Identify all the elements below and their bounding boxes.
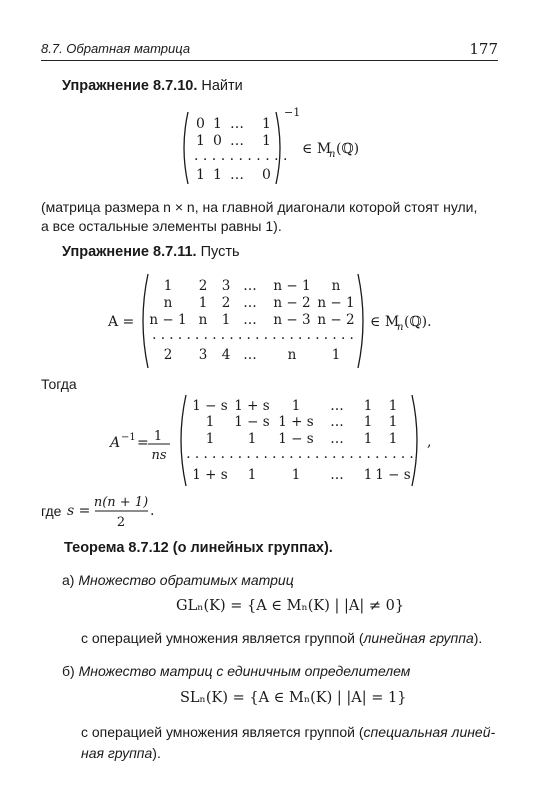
m2-r2-c1: n [163, 295, 173, 311]
inv-r2-c6: 1 [388, 414, 398, 430]
theorem-after-b-line2 [81, 745, 161, 761]
s-eq: s = [67, 503, 91, 519]
s-definition [67, 495, 154, 530]
inv-r4-c6: 1 − s [375, 467, 411, 483]
m1-dots-row: . . . . . . . . . . . [194, 148, 288, 164]
inv-r1-c1: 1 − s [192, 398, 228, 414]
m2-r4-c3: 4 [221, 347, 231, 363]
m2-r1-c4: … [243, 278, 257, 294]
inv-lhs-exponent: −1 [121, 432, 136, 443]
inv-r3-c4: … [330, 431, 344, 447]
inv-r4-c3: 1 [291, 467, 301, 483]
inv-r1-c3: 1 [291, 398, 301, 414]
inv-r2-c4: … [330, 414, 344, 430]
m2-r1-c5: n − 1 [273, 278, 311, 294]
m2-r1-c3: 3 [221, 278, 231, 294]
after-a-2: линейная группа [363, 630, 474, 646]
formula-sl: SLₙ(K) = {A ∈ Mₙ(K) | |A| = 1} [180, 690, 407, 706]
exercise-10-desc-line1: (матрица размера n × n, на главной диагонали которой стоят нули, [41, 199, 478, 215]
m1-r1-c1: 0 [196, 116, 205, 132]
after-b-1: с операцией умножения является группой ( [81, 724, 364, 740]
formula-gl: GLₙ(K) = {A ∈ Mₙ(K) | |A| ≠ 0} [176, 598, 405, 614]
m2-r1-c2: 2 [198, 278, 208, 294]
running-title: 8.7. Обратная матрица [41, 41, 191, 56]
m2-membership: ∈ M [370, 314, 400, 330]
inv-r1-c2: 1 + s [234, 398, 270, 414]
right-paren [412, 395, 417, 486]
m2-r3-c3: 1 [221, 312, 231, 328]
m2-r2-c3: 2 [221, 295, 231, 311]
left-paren [143, 274, 148, 368]
right-paren [358, 274, 363, 368]
inv-r2-c3: 1 + s [278, 414, 314, 430]
m1-r3-c2: 1 [213, 167, 222, 183]
theorem-item-a [62, 572, 294, 588]
exercise-10-lead: Найти [201, 78, 243, 94]
matrix-ones-minus-identity [184, 106, 359, 184]
inv-dots-row: . . . . . . . . . . . . . . . . . . . . . . . . . . . [186, 446, 414, 462]
m1-subscript: n [329, 149, 336, 160]
s-num: n(n + 1) [93, 495, 149, 510]
after-b-3: ная группа [81, 745, 153, 761]
theorem-title: Теорема 8.7.12 (о линейных группах). [64, 540, 333, 556]
m1-exponent: −1 [284, 106, 301, 119]
s-den: 2 [116, 515, 126, 530]
m1-r2-c2: 0 [213, 133, 222, 149]
m2-field: (ℚ). [404, 314, 432, 330]
m2-r2-c2: 1 [198, 295, 208, 311]
m2-r3-c2: n [198, 312, 208, 328]
m2-subscript: n [397, 322, 404, 333]
inv-r1-c6: 1 [388, 398, 398, 414]
inv-r4-c2: 1 [247, 467, 257, 483]
m1-r1-c3: … [230, 116, 244, 132]
m2-r2-c6: n − 1 [317, 295, 355, 311]
item-b-marker: б) [62, 663, 75, 679]
inv-r2-c1: 1 [205, 414, 215, 430]
inv-r3-c6: 1 [388, 431, 398, 447]
theorem-after-b-line1 [81, 724, 495, 740]
inv-frac-num: 1 [153, 429, 163, 444]
inv-r1-c5: 1 [363, 398, 373, 414]
item-a-marker: а) [62, 572, 75, 588]
theorem-after-a [81, 630, 482, 646]
m2-r3-c5: n − 3 [273, 312, 311, 328]
inv-comma: , [427, 434, 432, 450]
m2-r2-c5: n − 2 [273, 295, 311, 311]
m1-membership: ∈ M [302, 141, 332, 157]
item-a-text: Множество обратимых матриц [78, 572, 294, 588]
m2-r4-c1: 2 [163, 347, 173, 363]
m1-r2-c4: 1 [262, 133, 271, 149]
m2-r4-c4: … [243, 347, 257, 363]
m2-r4-c6: 1 [331, 347, 341, 363]
m1-r3-c4: 0 [262, 167, 271, 183]
m1-field: (ℚ) [336, 141, 360, 157]
exercise-11-lead: Пусть [200, 244, 240, 260]
m1-r1-c2: 1 [213, 116, 222, 132]
inv-r4-c1: 1 + s [192, 467, 228, 483]
theorem-heading [64, 540, 333, 556]
then-word: Тогда [41, 376, 77, 392]
theorem-item-b [62, 663, 410, 679]
inv-r2-c5: 1 [363, 414, 373, 430]
item-b-text: Множество матриц с единичным определителем [78, 663, 411, 679]
inv-r3-c5: 1 [363, 431, 373, 447]
exercise-11-label: Упражнение 8.7.11. [62, 244, 197, 260]
matrix-inverse [108, 395, 431, 486]
page-number: 177 [469, 40, 498, 58]
inv-r2-c2: 1 − s [234, 414, 270, 430]
exercise-10-desc-line2: а все остальные элементы равны 1). [41, 218, 282, 234]
inv-r3-c3: 1 − s [278, 431, 314, 447]
matrix-circulant [107, 274, 432, 368]
m2-r4-c5: n [287, 347, 297, 363]
exercise-10-label: Упражнение 8.7.10. [62, 78, 198, 94]
inv-equals: = [137, 435, 149, 451]
inv-r1-c4: … [330, 398, 344, 414]
inv-lhs-A: A [110, 435, 121, 451]
m1-r3-c3: … [230, 167, 244, 183]
m2-lhs: A = [108, 314, 135, 330]
after-a-3: ). [473, 630, 483, 646]
exercise-11-heading [62, 244, 240, 260]
m2-r1-c1: 1 [163, 278, 173, 294]
s-end: . [150, 503, 155, 519]
where-word: где [41, 503, 62, 519]
left-paren [181, 395, 186, 486]
m2-r1-c6: n [331, 278, 341, 294]
inv-r3-c2: 1 [247, 431, 257, 447]
m1-r3-c1: 1 [196, 167, 205, 183]
m1-r1-c4: 1 [262, 116, 271, 132]
inv-r3-c1: 1 [205, 431, 215, 447]
m2-r3-c4: … [243, 312, 257, 328]
after-a-1: с операцией умножения является группой ( [81, 630, 364, 646]
after-b-2: специальная линей- [363, 724, 496, 740]
inv-r4-c4: … [330, 467, 344, 483]
left-paren [184, 112, 188, 184]
m1-r2-c3: … [230, 133, 244, 149]
inv-r4-c5: 1 [363, 467, 373, 483]
inv-frac-den: ns [151, 448, 167, 463]
after-b-4: ). [152, 745, 161, 761]
m2-r3-c6: n − 2 [317, 312, 355, 328]
m2-dots-row: . . . . . . . . . . . . . . . . . . . . . . . . [152, 327, 354, 343]
m2-r3-c1: n − 1 [149, 312, 187, 328]
m2-r4-c2: 3 [198, 347, 208, 363]
m2-r2-c4: … [243, 295, 257, 311]
m1-r2-c1: 1 [196, 133, 205, 149]
